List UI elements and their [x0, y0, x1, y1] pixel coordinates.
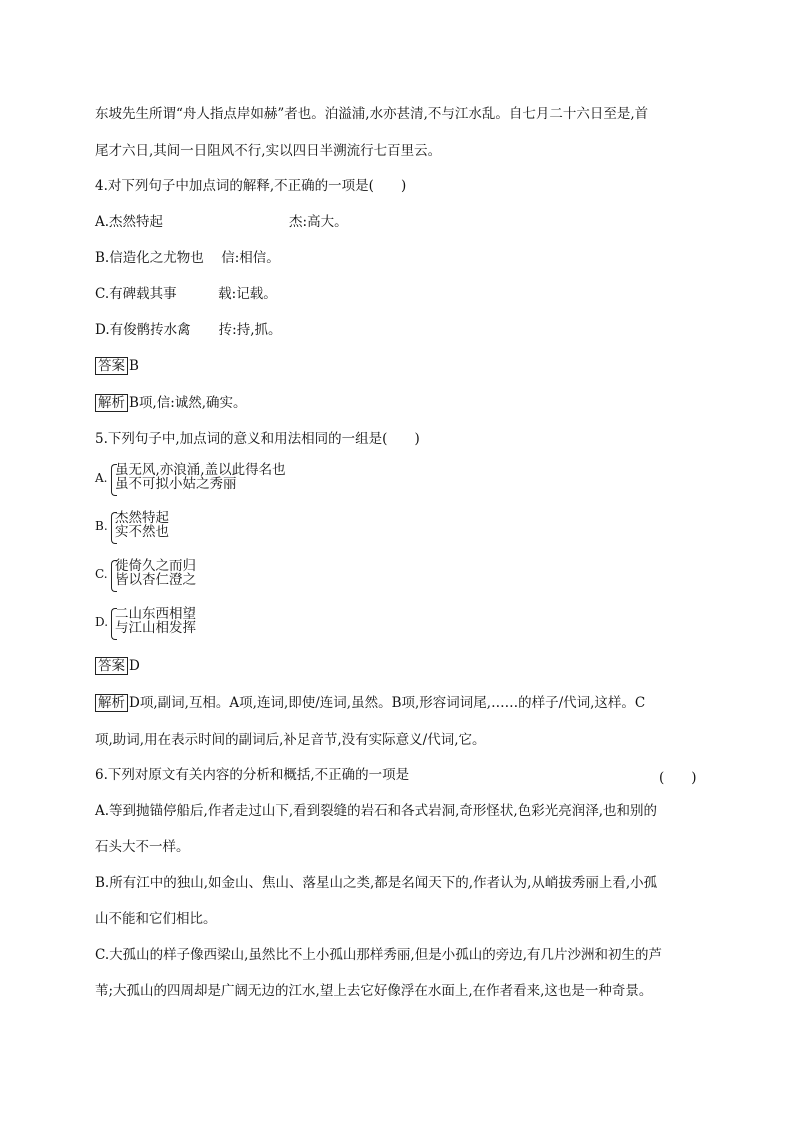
- q6-option-b-line-1: B.所有江中的独山,如金山、焦山、落星山之类,都是名闻天下的,作者认为,从峭拔秀丽上看,小孤: [95, 875, 658, 891]
- q4-option-a-text: 杰然特起: [109, 214, 164, 230]
- q4-option-a-letter: A.: [95, 214, 110, 230]
- q4-stem: 4.对下列句子中加点词的解释,不正确的一项是( ): [95, 178, 407, 194]
- q5-analysis-line-2: 项,助词,用在表示时间的副词后,补足音节,没有实际意义/代词,它。: [95, 732, 486, 748]
- q4-option-d: [95, 321, 281, 339]
- q4-option-c: [95, 285, 277, 303]
- q4-option-c-gloss: 载:记载。: [218, 286, 277, 302]
- q4-option-a: [95, 213, 348, 231]
- q6-option-a-line-1: A.等到抛锚停船后,作者走过山下,看到裂缝的岩石和各式岩洞,奇形怪状,色彩光亮润泽,也和别的: [95, 803, 657, 819]
- q5-option-b-line-2: 实不然也: [115, 524, 169, 540]
- q4-option-b-text: 信造化之尤物也: [109, 250, 204, 266]
- q4-option-b-gloss: 信:相信。: [221, 250, 280, 266]
- passage-line-1: 东坡先生所谓“舟人指点岸如赫”者也。泊溢浦,水亦甚清,不与江水乱。自七月二十六日至是,首: [95, 106, 649, 122]
- q5-option-a-line-1: 虽无风,亦浪涌,盖以此得名也: [115, 462, 286, 478]
- q5-stem: 5.下列句子中,加点词的意义和用法相同的一组是( ): [95, 431, 420, 447]
- q5-option-b-line-1: 杰然特起: [115, 510, 169, 526]
- analysis-text: B项,信:诚然,确实。: [129, 395, 247, 411]
- q5-option-a-letter: A.: [95, 471, 108, 485]
- q5-answer: [95, 657, 140, 675]
- q5-option-b-letter: B.: [95, 519, 108, 533]
- q4-option-d-gloss: 抟:持,抓。: [218, 322, 282, 338]
- q5-option-c-line-2: 皆以杏仁澄之: [115, 572, 196, 588]
- q4-option-c-letter: C.: [95, 286, 110, 302]
- q5-option-d-letter: D.: [95, 615, 109, 629]
- analysis-label: 解析: [95, 394, 128, 412]
- answer-label: 答案: [95, 657, 128, 675]
- q4-analysis: [95, 394, 247, 412]
- answer-value: B: [129, 358, 139, 374]
- q6-stem: 6.下列对原文有关内容的分析和概括,不正确的一项是: [95, 767, 410, 783]
- analysis-text: D项,副词,互相。A项,连词,即使/连词,虽然。B项,形容词词尾,……的样子/代词,这样。C: [129, 695, 646, 711]
- q4-option-c-text: 有碑载其事: [109, 286, 177, 302]
- answer-label: 答案: [95, 357, 128, 375]
- q5-option-d-line-1: 二山东西相望: [115, 606, 196, 622]
- q5-option-d-line-2: 与江山相发挥: [115, 620, 196, 636]
- q5-option-a-line-2: 虽不可拟小姑之秀丽: [115, 476, 237, 492]
- q4-option-d-text: 有俊鹘抟水禽: [109, 322, 191, 338]
- q4-option-a-gloss: 杰:高大。: [289, 214, 348, 230]
- q4-option-d-letter: D.: [95, 322, 110, 338]
- q6-option-a-line-2: 石头大不一样。: [95, 839, 190, 855]
- q6-option-b-line-2: 山不能和它们相比。: [95, 911, 217, 927]
- q4-option-b-letter: B.: [95, 250, 110, 266]
- q4-option-b: [95, 249, 280, 267]
- q6-option-c-line-2: 苇;大孤山的四周却是广阔无边的江水,望上去它好像浮在水面上,在作者看来,这也是一种奇景。: [95, 983, 653, 999]
- analysis-label: 解析: [95, 694, 128, 712]
- q4-answer: [95, 357, 139, 375]
- q5-option-c-line-1: 徙倚久之而归: [115, 558, 196, 574]
- q6-option-c-line-1: C.大孤山的样子像西梁山,虽然比不上小孤山那样秀丽,但是小孤山的旁边,有几片沙洲和初生的芦: [95, 947, 663, 963]
- q6-answer-paren: ( ): [659, 770, 697, 786]
- answer-value: D: [129, 658, 140, 674]
- passage-line-2: 尾才六日,其间一日阻风不行,实以四日半溯流行七百里云。: [95, 143, 442, 159]
- q5-analysis: [95, 694, 645, 712]
- q5-option-c-letter: C.: [95, 567, 108, 581]
